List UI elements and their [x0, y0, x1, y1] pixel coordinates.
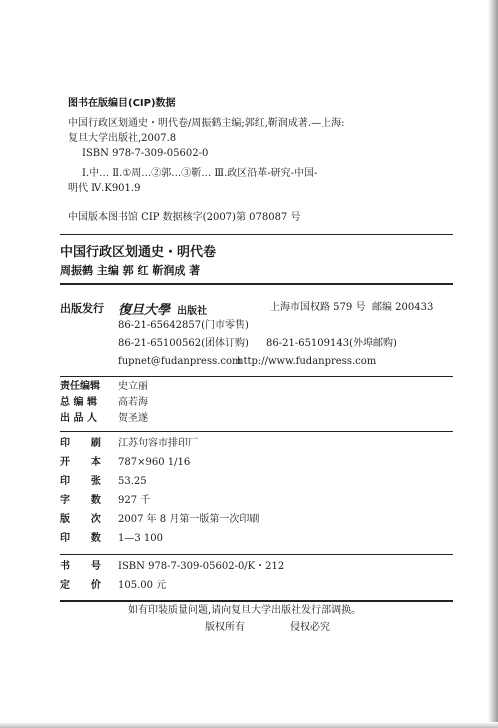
staff-row	[60, 397, 148, 409]
staff-value: 高若海	[118, 397, 148, 408]
quality-notice: 如有印装质量问题,请向复旦大学出版社发行部调换。	[128, 605, 362, 616]
cip-line-4: Ⅰ.中… Ⅱ.①周…②郭…③靳… Ⅲ.政区沿革-研究-中国-	[82, 168, 318, 179]
spec-value: 105.00 元	[118, 580, 167, 591]
cip-line-5: 明代 Ⅳ.K901.9	[68, 183, 141, 194]
staff-label: 责任编辑	[60, 381, 100, 392]
spec-label: 版 次	[60, 514, 101, 525]
piracy-notice: 侵权必究	[290, 622, 330, 633]
page-edge-shadow	[488, 0, 498, 728]
spec-row	[60, 495, 150, 507]
spec-label: 书 号	[60, 561, 101, 572]
spec-value: 江苏句容市排印厂	[118, 438, 198, 449]
spec-label: 印 刷	[60, 438, 101, 449]
spec-label: 印 张	[60, 476, 101, 487]
divider	[60, 234, 453, 235]
staff-value: 史立丽	[118, 381, 148, 392]
staff-row	[60, 381, 148, 393]
spec-label: 字 数	[60, 495, 101, 506]
cip-isbn: ISBN 978-7-309-05602-0	[82, 148, 209, 159]
staff-label: 总 编 辑	[60, 397, 97, 408]
spec-row	[60, 457, 190, 469]
publisher-logo	[118, 299, 207, 318]
rights-reserved: 版权所有	[205, 622, 245, 633]
spec-label: 印 数	[60, 533, 101, 544]
publisher-logo-text: 復旦大學	[118, 303, 171, 318]
staff-row	[60, 413, 148, 425]
publisher-postcode: 邮编 200433	[372, 302, 434, 313]
spec-value: 53.25	[118, 476, 147, 487]
staff-value: 贺圣遂	[118, 413, 148, 424]
spec-row	[60, 580, 166, 592]
divider	[60, 600, 453, 602]
publisher-name: 出版社	[177, 306, 208, 317]
cip-line-2: 复旦大学出版社,2007.8	[68, 133, 177, 144]
spec-row	[60, 476, 147, 488]
spec-label: 开 本	[60, 457, 101, 468]
spec-value: 787×960 1/16	[118, 457, 191, 468]
spec-value: 1—3 100	[118, 533, 163, 544]
publisher-website: http://www.fudanpress.com	[237, 356, 377, 367]
spec-row	[60, 533, 163, 545]
spec-value: 927 千	[118, 495, 151, 506]
cip-record-number: 中国版本图书馆 CIP 数据核字(2007)第 078087 号	[68, 212, 301, 223]
divider	[60, 554, 453, 555]
spec-value: ISBN 978-7-309-05602-0/K・212	[118, 561, 285, 572]
publisher-phone-mail: 86-21-65109143(外埠邮购)	[266, 338, 397, 349]
publisher-phone-retail: 86-21-65642857(门市零售)	[118, 320, 249, 331]
publisher-phone-group: 86-21-65100562(团体订购)	[118, 338, 249, 349]
cip-heading: 图书在版编目(CIP)数据	[68, 98, 176, 109]
spec-row	[60, 438, 198, 450]
divider	[60, 431, 453, 432]
publisher-label: 出版发行	[60, 302, 104, 315]
book-authors: 周振鹤 主编 郭 红 靳润成 著	[60, 264, 201, 277]
spec-row	[60, 514, 259, 526]
staff-label: 出 品 人	[60, 413, 97, 424]
divider	[60, 283, 453, 285]
spec-label: 定 价	[60, 580, 101, 591]
cip-line-1: 中国行政区划通史・明代卷/周振鹤主编;郭红,靳润成著.—上海:	[68, 118, 345, 129]
publisher-address: 上海市国权路 579 号	[270, 302, 366, 313]
page-edge-shadow	[0, 722, 498, 728]
spec-value: 2007 年 8 月第一版第一次印刷	[118, 514, 260, 525]
publisher-email: fupnet@fudanpress.com	[118, 356, 242, 367]
spec-row	[60, 561, 284, 573]
book-title: 中国行政区划通史・明代卷	[60, 245, 217, 260]
divider	[60, 376, 453, 377]
